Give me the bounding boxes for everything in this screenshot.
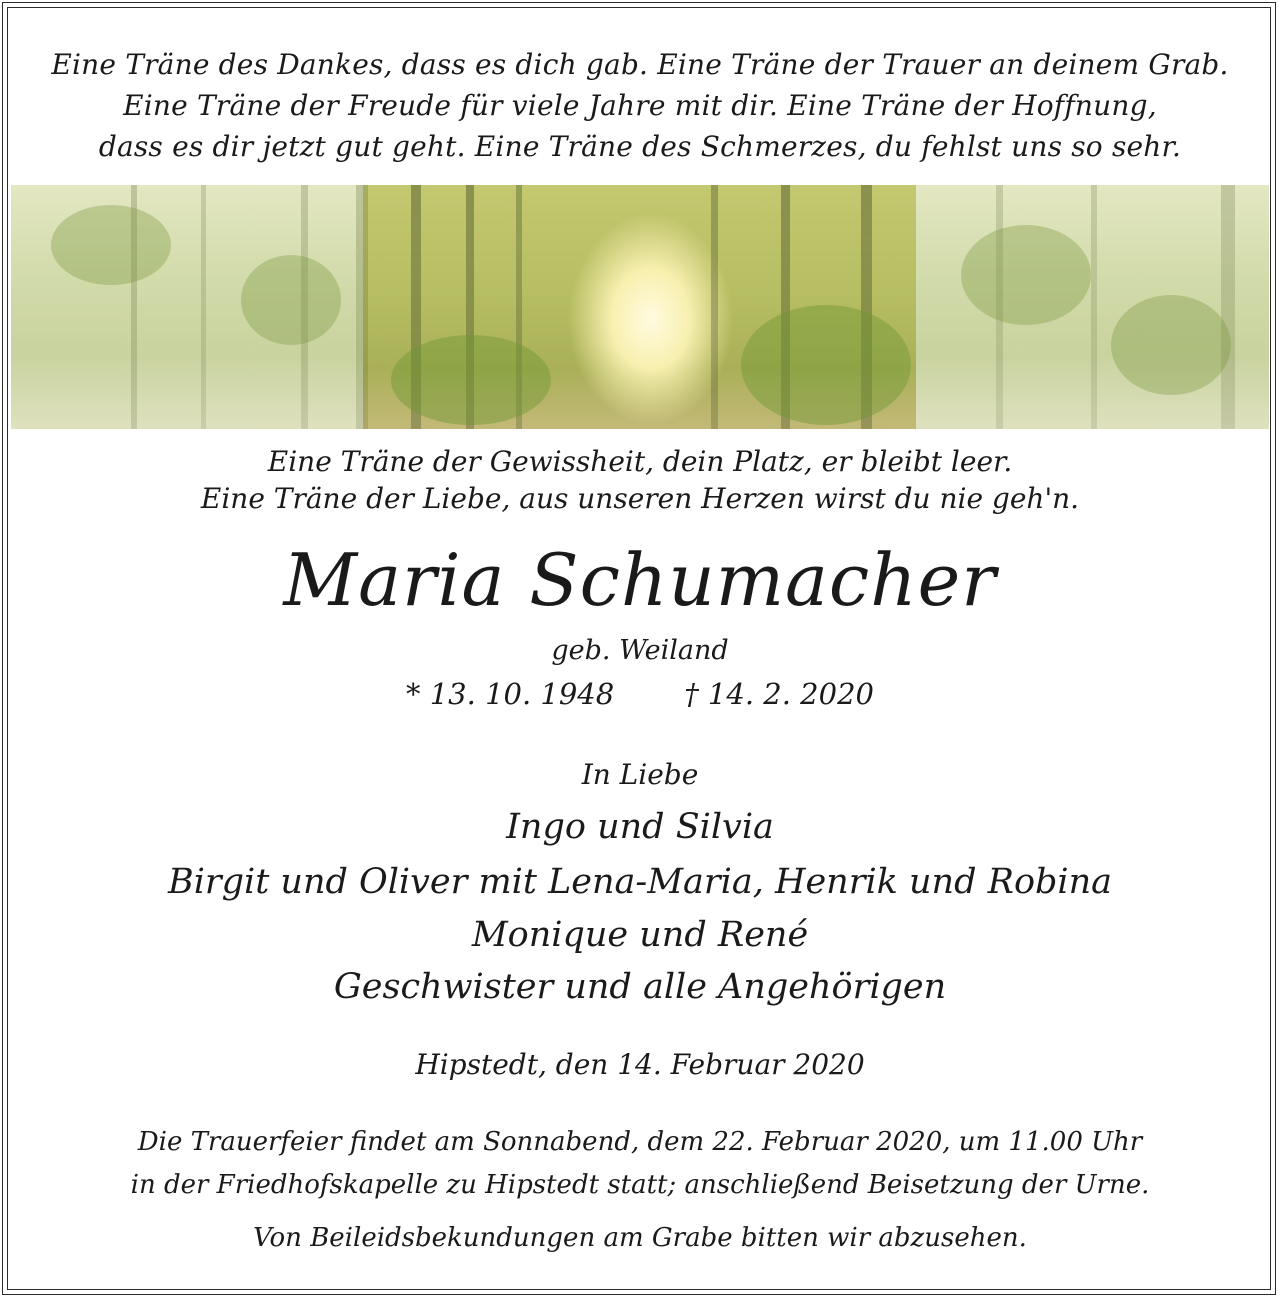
life-dates <box>0 677 1280 711</box>
poem-top-line-1: Eine Träne des Dankes, dass es dich gab. Eine Träne der Trauer an deinem Grab. <box>51 48 1229 81</box>
tree-trunk <box>201 185 206 429</box>
birth-name: geb. Weiland <box>551 635 729 666</box>
family-line-4: Geschwister und alle Angehörigen <box>333 967 947 1007</box>
family-line-1: Ingo und Silvia <box>506 807 774 847</box>
tree-trunk <box>1091 185 1097 429</box>
funeral-notice-line-2: in der Friedhofskapelle zu Hipstedt statt; anschließend Beisetzung der Urne. <box>130 1170 1150 1200</box>
tree-trunk <box>356 185 368 429</box>
death-date: † 14. 2. 2020 <box>684 677 874 711</box>
family-line-2: Birgit und Oliver mit Lena-Maria, Henrik und Robina <box>167 862 1113 902</box>
foliage <box>1111 295 1231 395</box>
family-line-3: Monique und René <box>471 915 809 955</box>
poem-top-line-3: dass es dir jetzt gut geht. Eine Träne des Schmerzes, du fehlst uns so sehr. <box>98 130 1182 163</box>
condolence-note: Von Beileidsbekundungen am Grabe bitten wir abzusehen. <box>253 1223 1027 1253</box>
place-date: Hipstedt, den 14. Februar 2020 <box>415 1048 865 1081</box>
foliage <box>241 255 341 345</box>
forest-banner-image <box>11 185 1269 429</box>
foliage <box>961 225 1091 325</box>
birth-date: * 13. 10. 1948 <box>406 677 615 711</box>
in-love-label: In Liebe <box>581 758 699 791</box>
deceased-name: Maria Schumacher <box>283 538 997 622</box>
poem-bottom-line-2: Eine Träne der Liebe, aus unseren Herzen wirst du nie geh'n. <box>200 482 1080 515</box>
foliage <box>51 205 171 285</box>
foliage <box>741 305 911 425</box>
poem-bottom-line-1: Eine Träne der Gewissheit, dein Platz, er bleibt leer. <box>267 445 1013 478</box>
funeral-notice-line-1: Die Trauerfeier findet am Sonnabend, dem 22. Februar 2020, um 11.00 Uhr <box>137 1127 1143 1157</box>
poem-top-line-2: Eine Träne der Freude für viele Jahre mit dir. Eine Träne der Hoffnung, <box>123 89 1157 122</box>
foliage <box>391 335 551 425</box>
tree-trunk <box>1221 185 1235 429</box>
tree-trunk <box>711 185 718 429</box>
